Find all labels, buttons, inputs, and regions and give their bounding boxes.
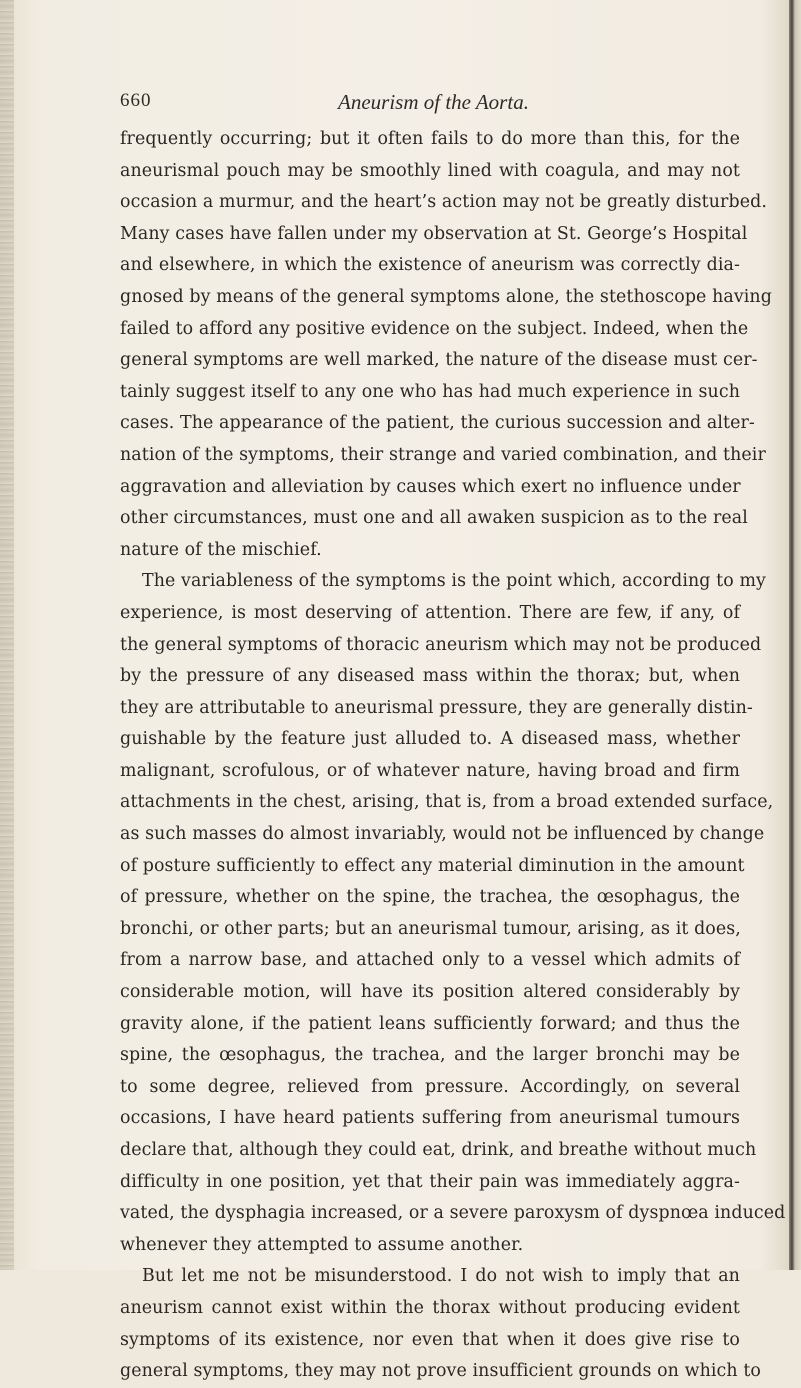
text-line: they are attributable to aneurismal pressure, they are generally distin- bbox=[120, 697, 753, 718]
text-line: general symptoms, they may not prove insufficient grounds on which to bbox=[120, 1361, 761, 1382]
text-line: occasion a murmur, and the heart’s action may not be greatly disturbed. bbox=[120, 192, 767, 213]
text-line: considerable motion, will have its position altered considerably by bbox=[120, 982, 740, 1003]
text-line: gnosed by means of the general symptoms alone, the stethoscope having bbox=[120, 286, 772, 307]
text-line: aneurismal pouch may be smoothly lined with coagula, and may not bbox=[120, 160, 740, 181]
text-line: the general symptoms of thoracic aneurism which may not be produced bbox=[120, 634, 762, 655]
text-line: as such masses do almost invariably, would not be influenced by change bbox=[120, 824, 765, 845]
text-line: The variableness of the symptoms is the point which, according to my bbox=[142, 571, 766, 592]
text-line: But let me not be misunderstood. I do not wish to imply that an bbox=[142, 1266, 740, 1287]
text-line: gravity alone, if the patient leans sufficiently forward; and thus the bbox=[120, 1013, 740, 1034]
text-line: of pressure, whether on the spine, the trachea, the œsophagus, the bbox=[120, 887, 740, 908]
text-line: frequently occurring; but it often fails to do more than this, for the bbox=[120, 129, 740, 149]
text-line: whenever they attempted to assume another. bbox=[120, 1234, 524, 1255]
text-line: vated, the dysphagia increased, or a severe paroxysm of dyspnœa induced bbox=[120, 1203, 786, 1224]
text-line: tainly suggest itself to any one who has had much experience in such bbox=[120, 381, 740, 402]
text-line: nature of the mischief. bbox=[120, 539, 322, 560]
page-number: 660 bbox=[120, 90, 152, 111]
text-line: from a narrow base, and attached only to a vessel which admits of bbox=[120, 950, 740, 971]
text-line: experience, is most deserving of attention. There are few, if any, of bbox=[120, 602, 740, 623]
text-line: aneurism cannot exist within the thorax without producing evident bbox=[120, 1297, 740, 1318]
page-binding-shadow bbox=[0, 0, 14, 1270]
text-line: symptoms of its existence, nor even that when it does give rise to bbox=[120, 1329, 740, 1350]
body-text bbox=[120, 124, 786, 1388]
text-line: spine, the œsophagus, the trachea, and the larger bronchi may be bbox=[120, 1045, 740, 1066]
text-line: bronchi, or other parts; but an aneurismal tumour, arising, as it does, bbox=[120, 918, 741, 939]
page-header bbox=[120, 84, 740, 114]
text-line: malignant, scrofulous, or of whatever nature, having broad and firm bbox=[120, 760, 740, 781]
page-edge bbox=[789, 0, 801, 1270]
text-line: failed to afford any positive evidence on the subject. Indeed, when the bbox=[120, 318, 749, 339]
text-line: difficulty in one position, yet that their pain was immediately aggra- bbox=[120, 1171, 740, 1192]
text-line: general symptoms are well marked, the nature of the disease must cer- bbox=[120, 350, 758, 371]
text-line: guishable by the feature just alluded to. A diseased mass, whether bbox=[120, 729, 740, 750]
text-line: to some degree, relieved from pressure. Accordingly, on several bbox=[120, 1076, 740, 1097]
text-line: declare that, although they could eat, drink, and breathe without much bbox=[120, 1140, 757, 1160]
text-line: cases. The appearance of the patient, the curious succession and alter- bbox=[120, 413, 755, 434]
text-line: of posture sufficiently to effect any material diminution in the amount bbox=[120, 855, 745, 876]
text-line: and elsewhere, in which the existence of aneurism was correctly dia- bbox=[120, 255, 740, 276]
text-line: attachments in the chest, arising, that is, from a broad extended surface, bbox=[120, 792, 774, 813]
text-line: other circumstances, must one and all awaken suspicion as to the real bbox=[120, 508, 748, 529]
text-line: occasions, I have heard patients suffering from aneurismal tumours bbox=[120, 1108, 740, 1129]
text-line: aggravation and alleviation by causes which exert no influence under bbox=[120, 476, 741, 497]
text-line: Many cases have fallen under my observation at St. George’s Hospital bbox=[120, 223, 748, 244]
text-line: by the pressure of any diseased mass within the thorax; but, when bbox=[120, 666, 740, 687]
running-head: Aneurism of the Aorta. bbox=[338, 90, 529, 114]
text-line: nation of the symptoms, their strange and varied combination, and their bbox=[120, 444, 766, 465]
